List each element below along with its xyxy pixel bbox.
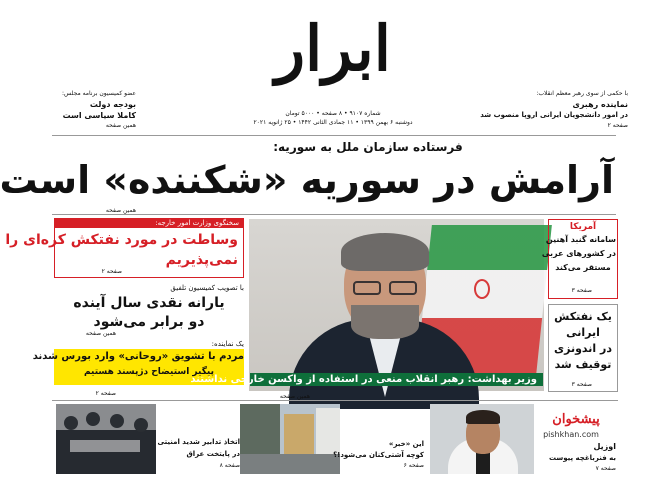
bottom-left-headline-2: در پایتخت عراق xyxy=(186,450,240,458)
story3-kicker: یک نماینده: xyxy=(211,340,244,348)
story2-headline-2: دو برابر می‌شود xyxy=(93,314,205,330)
photo-caption: وزیر بهداشت: رهبر انقلاب منعی در استفاده از واکسن خارجی نداشتند xyxy=(250,373,543,386)
story1-headline: وساطت در مورد نفتکش کره‌ای را xyxy=(5,232,238,248)
top-right-headline-2: در امور دانشجویان ایرانی اروپا منصوب شد xyxy=(480,111,628,119)
bottom-mid-headline: این «خبر» xyxy=(388,440,424,448)
top-right-headline: نماینده رهبری xyxy=(572,100,628,109)
bottom-left-headline: اتخاذ تدابیر شدید امنیتی xyxy=(157,438,240,446)
story1-page-ref: صفحه ۲ xyxy=(101,268,122,275)
story2-page-ref: همین صفحه xyxy=(85,330,116,337)
divider xyxy=(52,214,616,215)
story2-headline: یارانه نقدی سال آینده xyxy=(73,295,225,311)
photo-page-ref: همین صفحه xyxy=(279,393,310,400)
right-story1-page-ref: صفحه ۳ xyxy=(571,287,592,294)
lead-photo xyxy=(249,219,544,391)
top-right-page-ref: صفحه ۲ xyxy=(607,122,628,129)
story1-headline-2: نمی‌پذیریم xyxy=(165,252,238,268)
right-story1-headline-3: در کشورهای عربی xyxy=(541,249,616,258)
right-story2-headline-3: در اندونزی xyxy=(554,342,612,355)
top-left-headline: بودجه دولت xyxy=(89,100,136,109)
bottom-right-page-ref: صفحه ۷ xyxy=(595,465,616,472)
top-left-page-ref: همین صفحه xyxy=(105,122,136,129)
bottom-mid-photo xyxy=(240,404,340,474)
bottom-right-headline-2: به فنرباغچه پیوست xyxy=(548,454,616,462)
right-story2-headline-2: ایرانی xyxy=(566,326,600,339)
date-line: دوشنبه ۶ بهمن ۱۳۹۹ • ۱۱ جمادی الثانی ۱۴۴۲ • ۲۵ ژانویه ۲۰۲۱ xyxy=(253,119,413,126)
story3-headline-2: پیگیر استیضاح دژپسند هستیم xyxy=(84,367,214,377)
right-story2-page-ref: صفحه ۳ xyxy=(571,381,592,388)
story3-page-ref: صفحه ۲ xyxy=(95,390,116,397)
masthead-logo: ابرار xyxy=(275,12,391,85)
top-left-kicker: عضو کمیسیون برنامه مجلس: xyxy=(61,90,136,97)
watermark-url: pishkhan.com xyxy=(543,430,599,439)
right-story2-headline-4: توقیف شد xyxy=(554,358,612,371)
lead-page-ref: همین صفحه xyxy=(105,207,136,214)
top-right-kicker: با حکمی از سوی رهبر معظم انقلاب: xyxy=(536,90,628,97)
right-story2-headline: یک نفتکش xyxy=(554,310,612,323)
story2-kicker: با تصویب کمیسیون تلفیق xyxy=(170,284,244,292)
bottom-right-headline: اوزیل xyxy=(593,442,616,451)
bottom-left-photo xyxy=(56,404,156,474)
issue-line: شماره ۹۱۰۷ • ۸ صفحه • ۵۰۰۰ تومان xyxy=(285,110,381,117)
lead-headline: آرامش در سوریه «شکننده» است xyxy=(0,158,614,202)
right-story1-headline-2: سامانه گنبد آهنین xyxy=(545,235,616,244)
bottom-mid-headline-2: کوچه آشتی‌کنان می‌شود!؟ xyxy=(333,451,424,459)
divider xyxy=(52,400,618,401)
right-story1-headline: آمریکا xyxy=(569,222,597,232)
watermark-logo: پیشخوان xyxy=(552,412,600,427)
story3-headline: مردم با تشویق «روحانی» وارد بورس شدند xyxy=(32,351,244,362)
lead-kicker: فرستاده سازمان ملل به سوریه: xyxy=(273,140,463,154)
top-left-headline-2: کاملا سیاسی است xyxy=(62,111,136,120)
bottom-right-photo xyxy=(430,404,534,474)
bottom-mid-page-ref: صفحه ۶ xyxy=(403,462,424,469)
bottom-left-page-ref: صفحه ۸ xyxy=(219,462,240,469)
divider xyxy=(52,135,616,136)
right-story1-headline-4: مستقر می‌کند xyxy=(555,263,611,272)
story1-kicker: سخنگوی وزارت امور خارجه: xyxy=(55,219,243,228)
